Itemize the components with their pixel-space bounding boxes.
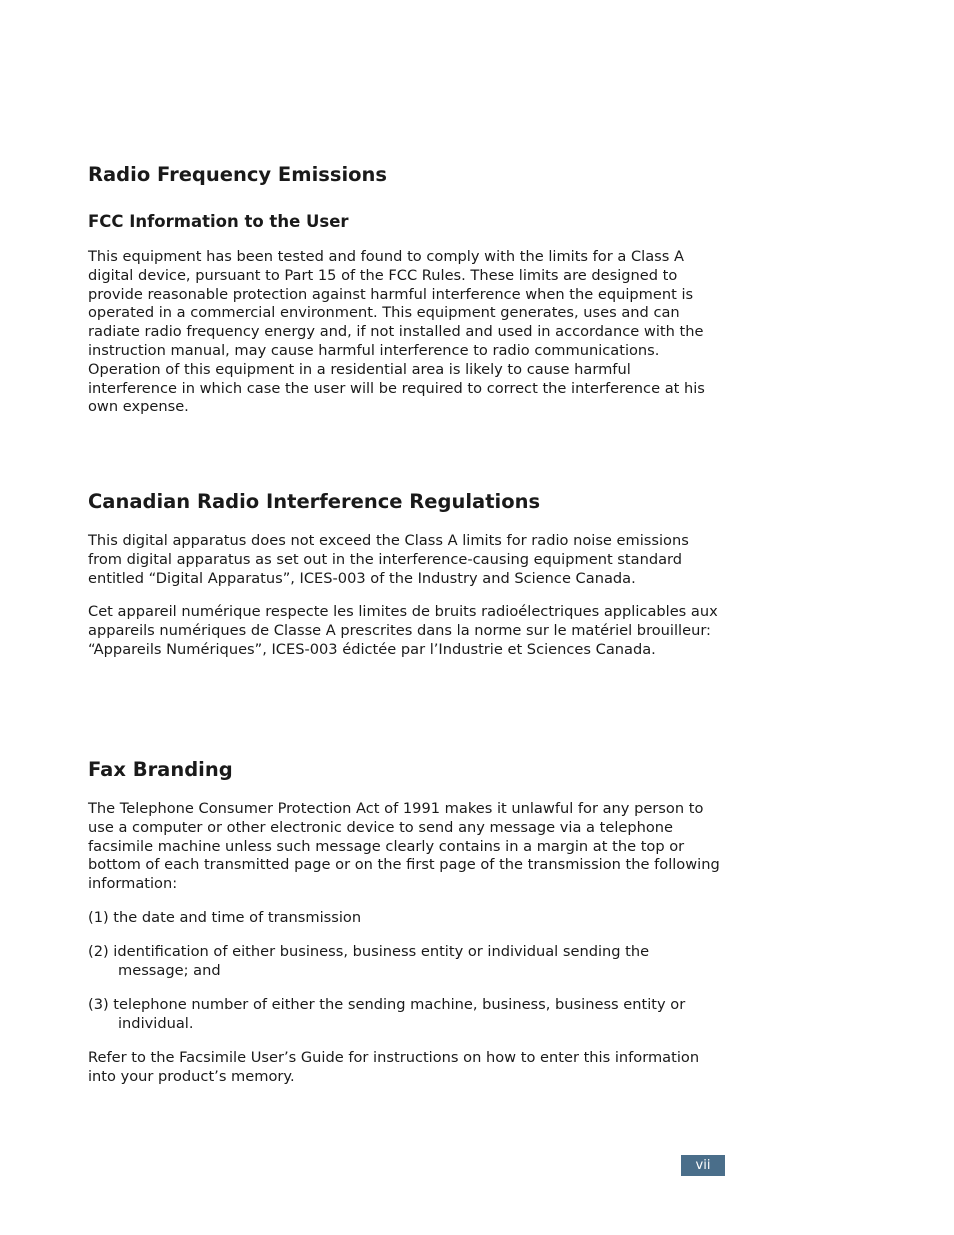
text-line: Cet appareil numérique respecte les limites de bruits radioélectriques applicables aux [88,603,718,620]
text-line: appareils numériques de Classe A prescrites dans la norme sur le matériel brouilleur: [88,621,711,639]
section-title-canadian-regulations: Canadian Radio Interference Regulations [88,490,541,513]
canada-paragraph-french [88,603,718,659]
text-line: individual. [118,1014,194,1032]
fax-list-item-2 [88,943,718,981]
text-line: (3) telephone number of either the sending machine, business, business entity or [88,996,686,1013]
text-line: bottom of each transmitted page or on the first page of the transmission the following [88,856,720,874]
canada-paragraph-english [88,532,718,588]
text-line: (2) identification of either business, business entity or individual sending the [88,943,650,960]
text-line: Refer to the Facsimile User’s Guide for instructions on how to enter this information [88,1049,700,1066]
text-line: “Appareils Numériques”, ICES-003 édictée par l’Industrie et Sciences Canada. [88,640,656,658]
text-line: This equipment has been tested and found to comply with the limits for a Class A [88,248,684,265]
text-line: instruction manual, may cause harmful interference to radio communications. [88,341,660,359]
text-line: (1) the date and time of transmission [88,909,362,926]
subsection-title-fcc: FCC Information to the User [88,212,349,231]
text-line: radiate radio frequency energy and, if not installed and used in accordance with the [88,323,704,341]
text-line: This digital apparatus does not exceed the Class A limits for radio noise emissions [88,532,689,549]
text-line: operated in a commercial environment. This equipment generates, uses and can [88,304,680,322]
text-line: information: [88,875,178,893]
text-line: message; and [118,961,221,979]
text-line: facsimile machine unless such message clearly contains in a margin at the top or [88,837,685,855]
text-line: use a computer or other electronic device to send any message via a telephone [88,818,674,836]
fax-list-item-3 [88,996,718,1034]
text-line: Operation of this equipment in a residential area is likely to cause harmful [88,360,631,378]
text-line: provide reasonable protection against harmful interference when the equipment is [88,285,694,303]
text-line: digital device, pursuant to Part 15 of the FCC Rules. These limits are designed to [88,266,678,284]
fcc-paragraph [88,248,718,417]
section-title-fax-branding: Fax Branding [88,758,233,781]
text-line: from digital apparatus as set out in the interference-causing equipment standard [88,550,683,568]
fax-list-item-1 [88,909,718,928]
section-title-radio-frequency: Radio Frequency Emissions [88,163,388,186]
fax-paragraph-refer [88,1049,718,1087]
text-line: interference in which case the user will be required to correct the interference at his [88,379,705,397]
text-line: into your product’s memory. [88,1067,295,1085]
fax-paragraph-intro [88,800,718,894]
page-number-badge: vii [681,1155,725,1176]
text-line: The Telephone Consumer Protection Act of 1991 makes it unlawful for any person to [88,800,704,817]
text-line: entitled “Digital Apparatus”, ICES-003 of the Industry and Science Canada. [88,569,636,587]
text-line: own expense. [88,398,189,416]
